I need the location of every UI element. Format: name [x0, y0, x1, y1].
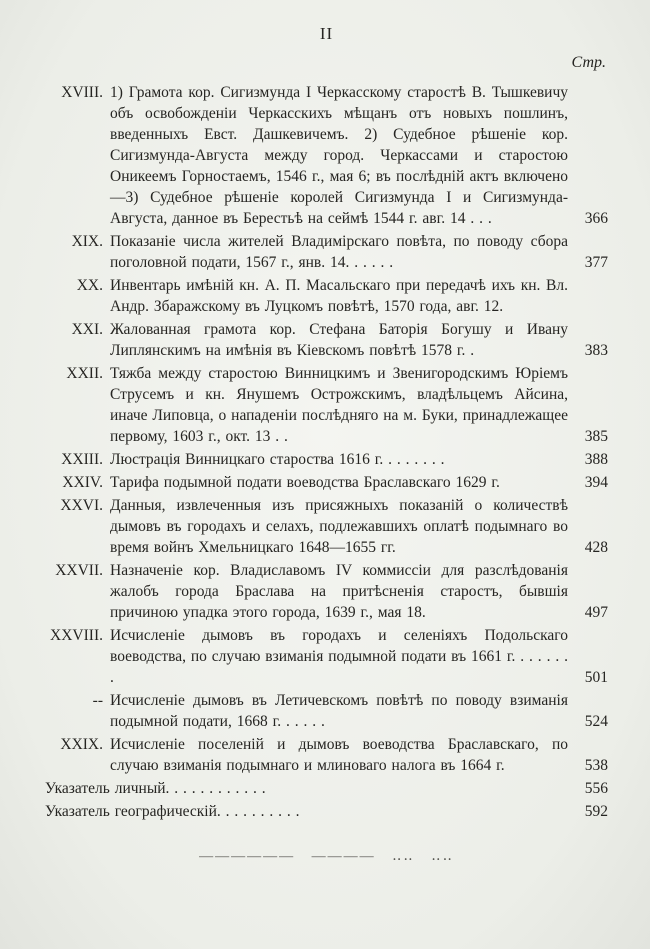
entry-page: 366 [584, 210, 608, 227]
entry-text: Назначеніе кор. Владиславомъ IV коммиссіи для разслѣдованія жалобъ города Браслава на притѣсненія старостъ, бывшія причиною упадка этого города, 1639 г., мая 18. [110, 562, 568, 621]
entry-text: Инвентарь имѣній кн. А. П. Масальскаго при передачѣ ихъ кн. Вл. Андр. Збаражскому въ Луцкомъ повѣтѣ, 1570 года, авг. 12. [110, 277, 568, 315]
entry-page: 497 [584, 604, 608, 621]
footer-divider: —————— ———— ‥‥ ‥‥ [199, 849, 454, 864]
entry-text: 1) Грамота кор. Сигизмунда I Черкасскому старостѣ В. Тышкевичу объ освобожденіи Черкасскихъ мѣщанъ отъ новыхъ пошлинъ, введенныхъ Евст. Дашкевичемъ. 2) Судебное рѣшеніе кор. Сигизмунда-Августа между город. Черкассами и старостою Оникеемъ Горностаемъ, 1546 г., мая 6; въ послѣдній актъ включено—3) Судебное рѣшеніе королей Сигизмунда I и Сигизмунда-Августа, данное въ Берестьѣ на сеймѣ 1544 г. авг. 14 . . . [110, 84, 568, 227]
entry-text: Тарифа подымной подати воеводства Браславскаго 1629 г. [110, 474, 500, 491]
entry-text: Люстрація Винницкаго староства 1616 г. . . . . . . . [110, 451, 445, 468]
entry-text: Исчисленіе поселеній и дымовъ воеводства Браславскаго, по случаю взиманія подымнаго и млиноваго налога въ 1664 г. [110, 736, 568, 774]
entry-numeral: XIX. [71, 233, 103, 250]
toc-entry-row [45, 319, 608, 361]
entry-page: 394 [584, 474, 608, 491]
page-number-header: II [319, 24, 334, 43]
entry-numeral: XXIV. [62, 474, 103, 491]
entry-page: 428 [584, 539, 608, 556]
toc-entry-row [45, 560, 608, 623]
entry-numeral: -- [92, 692, 103, 709]
toc-entry-row [45, 778, 608, 799]
toc-entry-row [45, 801, 608, 822]
toc-entry-row [45, 449, 608, 470]
entry-numeral: XXIX. [60, 736, 103, 753]
entry-numeral: XX. [76, 277, 103, 294]
entry-page: 592 [584, 803, 608, 820]
toc-entry-row [45, 275, 608, 317]
entry-page: 377 [584, 254, 608, 271]
entry-page: 385 [584, 428, 608, 445]
entry-numeral: XVIII. [61, 84, 103, 101]
entry-numeral: XXVI. [60, 497, 103, 514]
toc-list [45, 82, 608, 822]
entry-page: 501 [584, 669, 608, 686]
entry-page: 538 [584, 757, 608, 774]
entry-page: 383 [584, 342, 608, 359]
toc-entry-row [45, 495, 608, 558]
entry-page: 556 [584, 780, 608, 797]
entry-numeral: XXI. [71, 321, 103, 338]
entry-numeral: XXII. [66, 365, 103, 382]
entry-numeral: XXVII. [55, 562, 103, 579]
entry-text: Жалованная грамота кор. Стефана Баторія Богушу и Ивану Липлянскимъ на имѣнія въ Кіевскомъ повѣтѣ 1578 г. . [110, 321, 568, 359]
toc-entry-row [45, 231, 608, 273]
entry-text: Тяжба между старостою Винницкимъ и Звенигородскимъ Юріемъ Струсемъ и кн. Янушемъ Острожскимъ, владѣльцемъ Айсина, иначе Липовца, о нападеніи послѣдняго на м. Буки, принадлежащее первому, 1603 г., окт. 13 . . [110, 365, 568, 445]
toc-entry-row [45, 82, 608, 229]
entry-text: Данныя, извлеченныя изъ присяжныхъ показаній о количествѣ дымовъ въ городахъ и селахъ, подлежавшихъ оплатѣ подымнаго во время войнъ Хмельницкаго 1648—1655 гг. [110, 497, 568, 556]
toc-entry-row [45, 625, 608, 688]
entry-numeral: XXIII. [61, 451, 103, 468]
entry-page: 524 [584, 713, 608, 730]
entry-text: Исчисленіе дымовъ въ Летичевскомъ повѣтѣ по поводу взиманія подымной подати, 1668 г. . . . . . [110, 692, 568, 730]
entry-text: Указатель личный. . . . . . . . . . . . [45, 780, 266, 797]
entry-text: Показаніе числа жителей Владимірскаго повѣта, по поводу сбора поголовной подати, 1567 г., янв. 14. . . . . . [110, 233, 568, 271]
entry-text: Указатель географическій. . . . . . . . . . [45, 803, 300, 820]
toc-entry-row [45, 734, 608, 776]
toc-entry-row [45, 363, 608, 447]
entry-text: Исчисленіе дымовъ въ городахъ и селеніяхъ Подольскаго воеводства, по случаю взиманія подымной подати въ 1661 г. . . . . . . . [110, 627, 568, 686]
page-column-label: Стр. [571, 54, 606, 71]
entry-numeral: XXVIII. [50, 627, 103, 644]
toc-entry-row [45, 472, 608, 493]
toc-entry-row [45, 690, 608, 732]
entry-page: 388 [584, 451, 608, 468]
